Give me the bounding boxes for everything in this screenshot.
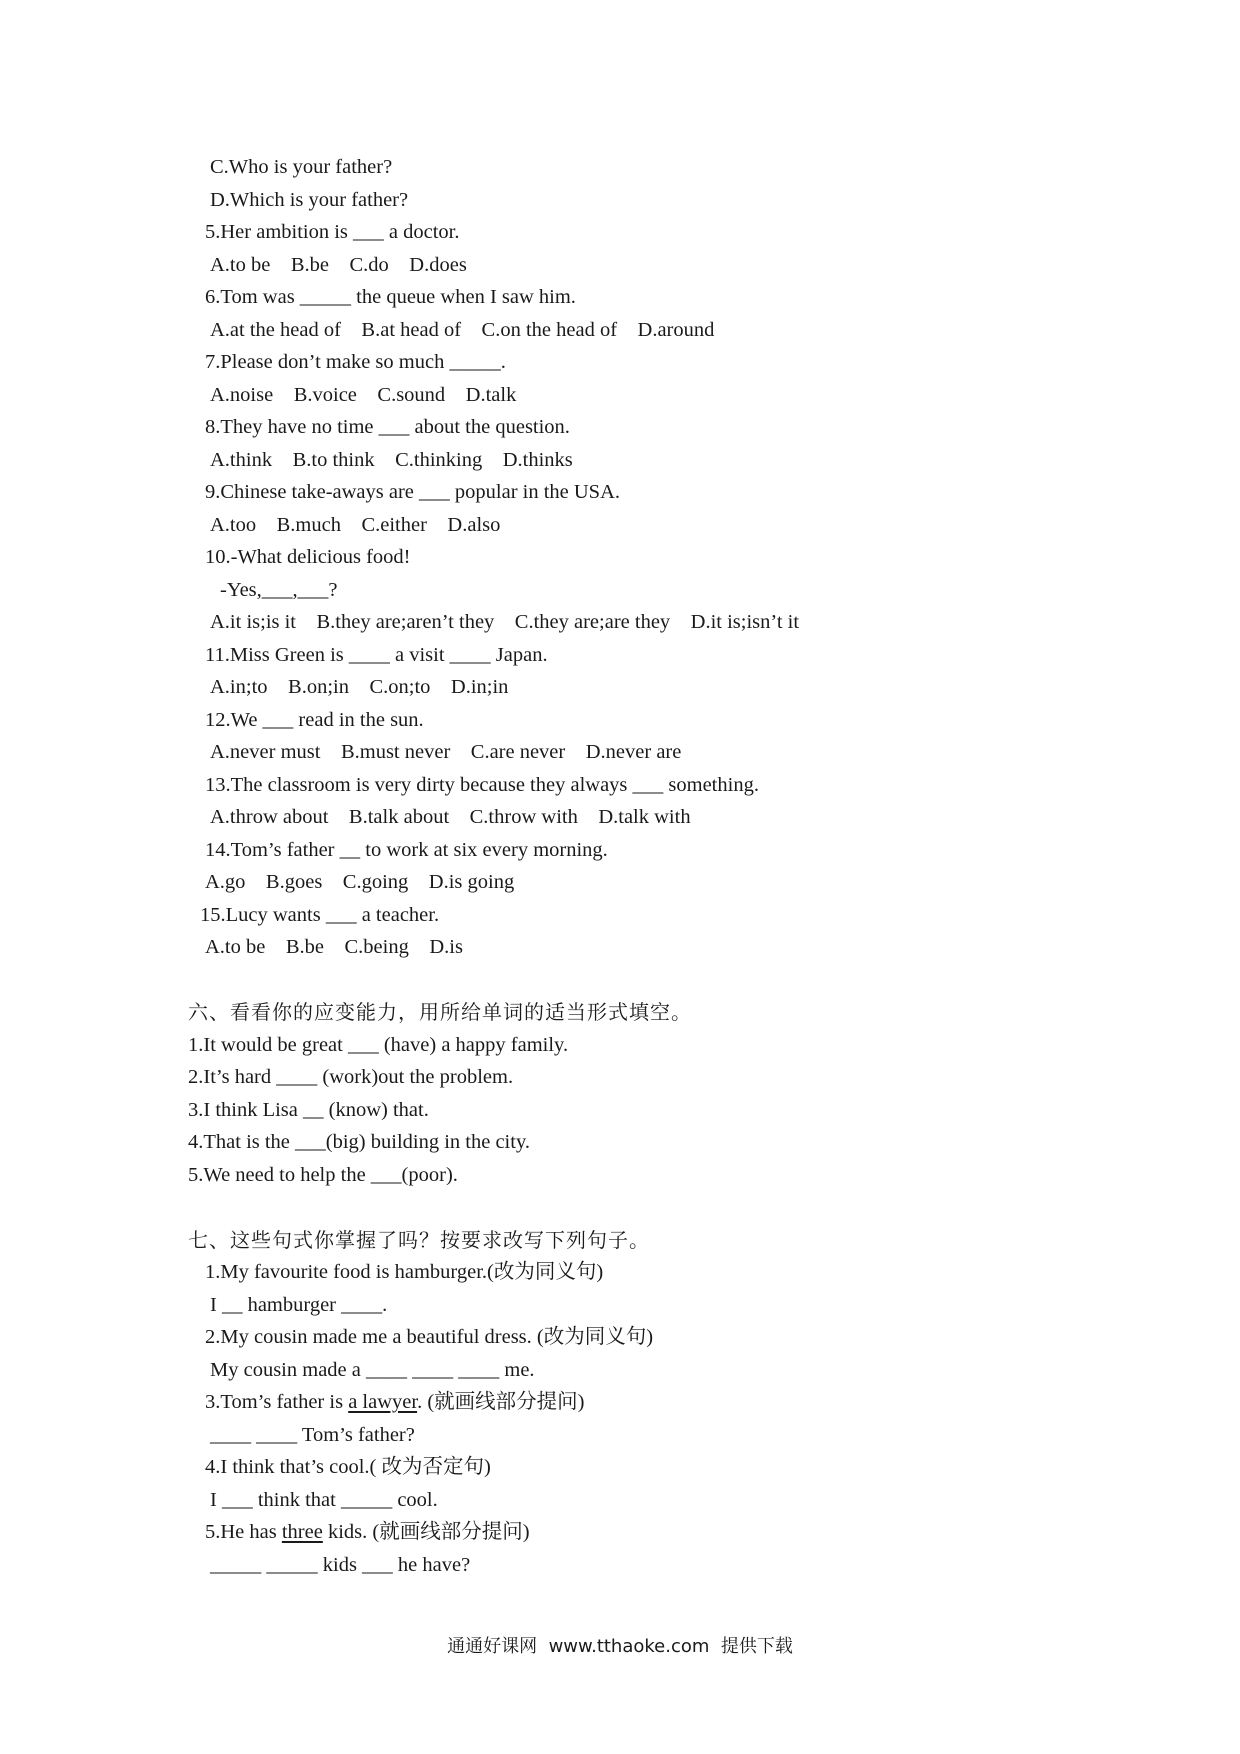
- question-line: 11.Miss Green is ____ a visit ____ Japan.: [205, 644, 548, 666]
- q5-text: 5.He has: [205, 1521, 282, 1543]
- section6-item: 4.That is the ___(big) building in the city.: [188, 1131, 530, 1153]
- section7-question: [205, 1390, 584, 1414]
- q3-underlined: a lawyer: [348, 1391, 418, 1413]
- question-line: 15.Lucy wants ___ a teacher.: [200, 904, 440, 926]
- options-line: A.go B.goes C.going D.is going: [205, 871, 515, 893]
- text-line: D.Which is your father?: [210, 189, 409, 211]
- options-line: A.never must B.must never C.are never D.never are: [210, 741, 682, 763]
- q3-instruction: . (就画线部分提问): [417, 1391, 585, 1413]
- options-line: A.at the head of B.at head of C.on the head of D.around: [210, 319, 715, 341]
- section6-item: 3.I think Lisa __ (know) that.: [188, 1099, 429, 1121]
- section7-question: 1.My favourite food is hamburger.(改为同义句): [205, 1261, 604, 1283]
- section6-item: 5.We need to help the ___(poor).: [188, 1164, 458, 1186]
- section6-item: 2.It’s hard ____ (work)out the problem.: [188, 1066, 514, 1088]
- question-line: 9.Chinese take-aways are ___ popular in the USA.: [205, 481, 621, 503]
- section7-answer: I ___ think that _____ cool.: [210, 1489, 438, 1511]
- q5-instruction: kids. (就画线部分提问): [322, 1521, 530, 1543]
- section7-heading: 七、这些句式你掌握了吗？按要求改写下列句子。: [188, 1228, 650, 1252]
- question-line: 10.-What delicious food!: [205, 546, 411, 568]
- question-line: 5.Her ambition is ___ a doctor.: [205, 221, 460, 243]
- question-line: 7.Please don’t make so much _____.: [205, 351, 506, 373]
- options-line: A.it is;is it B.they are;aren’t they C.they are;are they D.it is;isn’t it: [210, 611, 800, 633]
- q3-text: 3.Tom’s father is: [205, 1391, 349, 1413]
- text-line: -Yes,___,___?: [220, 579, 338, 601]
- section7-answer: I __ hamburger ____.: [210, 1294, 388, 1316]
- question-line: 6.Tom was _____ the queue when I saw him.: [205, 286, 576, 308]
- options-line: A.noise B.voice C.sound D.talk: [210, 384, 517, 406]
- question-line: 14.Tom’s father __ to work at six every morning.: [205, 839, 608, 861]
- section6-heading: 六、看看你的应变能力，用所给单词的适当形式填空。: [188, 1000, 692, 1024]
- options-line: A.throw about B.talk about C.throw with D.talk with: [210, 806, 691, 828]
- section6-item: 1.It would be great ___ (have) a happy family.: [188, 1034, 569, 1056]
- section7-answer: _____ _____ kids ___ he have?: [210, 1554, 471, 1576]
- options-line: A.think B.to think C.thinking D.thinks: [210, 449, 573, 471]
- page-footer: 通通好课网 www.tthaoke.com 提供下载: [447, 1636, 793, 1657]
- options-line: A.in;to B.on;in C.on;to D.in;in: [210, 676, 509, 698]
- options-line: A.to be B.be C.do D.does: [210, 254, 467, 276]
- question-line: 8.They have no time ___ about the question.: [205, 416, 570, 438]
- section7-question: 2.My cousin made me a beautiful dress. (改为同义句): [205, 1326, 654, 1348]
- section7-question: 4.I think that’s cool.( 改为否定句): [205, 1456, 491, 1478]
- section7-question: [205, 1520, 530, 1544]
- q5-underlined: three: [281, 1521, 323, 1543]
- section7-answer: My cousin made a ____ ____ ____ me.: [210, 1359, 535, 1381]
- question-line: 13.The classroom is very dirty because they always ___ something.: [205, 774, 759, 796]
- options-line: A.to be B.be C.being D.is: [205, 936, 463, 958]
- text-line: C.Who is your father?: [210, 156, 393, 178]
- options-line: A.too B.much C.either D.also: [210, 514, 501, 536]
- section7-answer: ____ ____ Tom’s father?: [210, 1424, 415, 1446]
- question-line: 12.We ___ read in the sun.: [205, 709, 424, 731]
